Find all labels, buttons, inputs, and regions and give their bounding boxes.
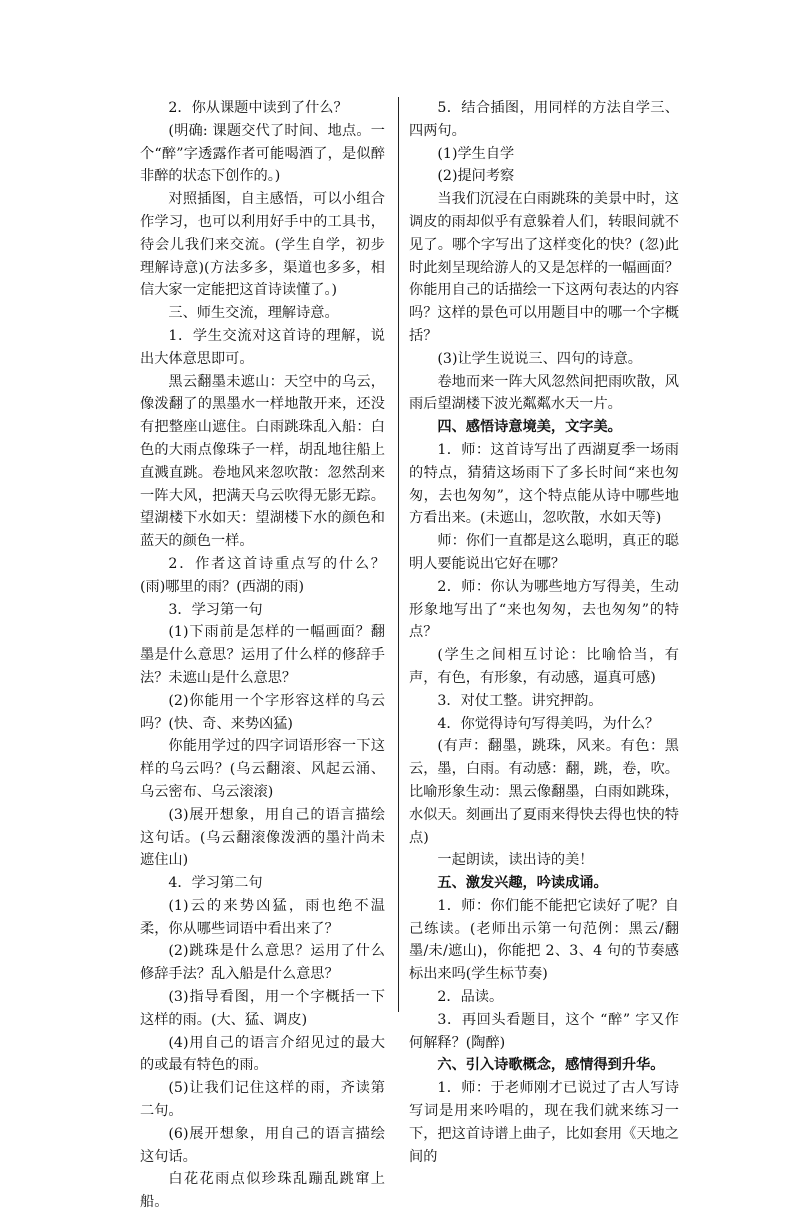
paragraph: 4．你觉得诗句写得美吗，为什么？	[437, 715, 660, 732]
paragraph: (1)下雨前是怎样的一幅画面？翻墨是什么意思？运用了什么样的修辞手法？未遮山是什么意思？	[140, 624, 385, 686]
paragraph: 黑云翻墨未遮山：天空中的乌云，像泼翻了的黑墨水一样地散开来，还没有把整座山遮住。白雨跳珠乱入船：白色的大雨点像珠子一样，胡乱地往船上直溅直跳。卷地风来忽吹散：忽然刮来一阵大风，把满天乌云吹得无影无踪。望湖楼下水如天：望湖楼下水的颜色和蓝天的颜色一样。	[140, 373, 385, 550]
paragraph: (3)让学生说说三、四句的诗意。	[437, 350, 642, 367]
paragraph: 3．学习第一句	[168, 601, 263, 618]
paragraph: 五、激发兴趣，吟读成诵。	[437, 875, 608, 892]
paragraph: 1．师：这首诗写出了西湖夏季一场雨的特点，猜猜这场雨下了多长时间“来也匆匆，去也匆匆”，这个特点能从诗中哪些地方看出来。(未遮山，忽吹散，水如天等)	[409, 441, 679, 527]
paragraph: (4)用自己的语言介绍见过的最大的或最有特色的雨。	[140, 1034, 385, 1074]
paragraph: (1)云的来势凶猛，雨也绝不温柔，你从哪些词语中看出来了？	[140, 897, 385, 937]
left-column	[140, 97, 385, 1214]
paragraph: (5)让我们记住这样的雨，齐读第二句。	[140, 1080, 385, 1120]
paragraph: (2)跳珠是什么意思？运用了什么修辞手法？乱入船是什么意思？	[140, 943, 385, 983]
paragraph: (明确: 课题交代了时间、地点。一个“醉”字透露作者可能喝酒了，是似醉非醉的状态下创作的。)	[140, 122, 385, 185]
paragraph: (3)指导看图，用一个字概括一下这样的雨。(大、猛、调皮)	[140, 989, 385, 1028]
paragraph: 师：你们一直都是这么聪明，真正的聪明人要能说出它好在哪？	[409, 533, 679, 572]
paragraph: (6)展开想象，用自己的语言描绘这句话。	[140, 1125, 385, 1165]
paragraph: 对照插图，自主感悟，可以小组合作学习，也可以利用好手中的工具书，待会儿我们来交流。(学生自学，初步理解诗意)(方法多多，渠道也多多，相信大家一定能把这首诗读懂了。)	[140, 191, 385, 299]
paragraph: 卷地而来一阵大风忽然间把雨吹散，风雨后望湖楼下波光粼粼水天一片。	[409, 373, 679, 413]
paragraph: 你能用学过的四字词语形容一下这样的乌云吗？(乌云翻滚、风起云涌、乌云密布、乌云滚滚)	[140, 738, 385, 800]
paragraph: 1．师：于老师刚才已说过了古人写诗写词是用来吟唱的，现在我们就来练习一下，把这首诗谱上曲子，比如套用《天地之间的	[409, 1080, 679, 1165]
paragraph: 5．结合插图，用同样的方法自学三、四两句。	[409, 100, 679, 139]
paragraph: 1．师：你们能不能把它读好了呢？自己练读。(老师出示第一句范例：黑云/翻墨/未/遮山)，你能把 2、3、4 句的节奏感标出来吗(学生标节奏)	[409, 897, 679, 983]
paragraph: 当我们沉浸在白雨跳珠的美景中时，这调皮的雨却似乎有意躲着人们，转眼间就不见了。哪个字写出了这样变化的快？(忽)此时此刻呈现给游人的又是怎样的一幅画面？你能用自己的话描绘一下这两句表达的内容吗？这样的景色可以用题目中的哪一个字概括？	[409, 191, 679, 344]
paragraph: (学生之间相互讨论：比喻恰当，有声，有色，有形象，有动感，逼真可感)	[409, 647, 679, 686]
paragraph: (有声：翻墨，跳珠，风来。有色：黑云，墨，白雨。有动感：翻，跳，卷，吹。比喻形象生动：黑云像翻墨，白雨如跳珠，水似天。刻画出了夏雨来得快去得也快的特点)	[409, 738, 679, 846]
paragraph: 2．你从课题中读到了什么？	[168, 100, 348, 116]
paragraph: 3．再回头看题目，这个 “醉” 字又作何解释？(陶醉)	[409, 1011, 679, 1051]
paragraph: (2)提问考察	[437, 168, 515, 185]
paragraph: 4．学习第二句	[168, 875, 263, 892]
paragraph: 3．对仗工整。讲究押韵。	[437, 692, 603, 709]
paragraph: (2)你能用一个字形容这样的乌云吗？(快、奇、来势凶猛)	[140, 692, 385, 732]
right-column	[409, 97, 679, 1168]
column-divider	[398, 97, 399, 1012]
paragraph: 2．作者这首诗重点写的什么？(雨)哪里的雨？(西湖的雨)	[140, 555, 385, 595]
paragraph: 2．师：你认为哪些地方写得美，生动形象地写出了“来也匆匆，去也匆匆”的特点？	[409, 578, 679, 641]
paragraph: 三、师生交流，理解诗意。	[168, 305, 339, 322]
paragraph: 白花花雨点似珍珠乱蹦乱跳窜上船。	[140, 1171, 385, 1211]
paragraph: 四、感悟诗意境美，文字美。	[437, 419, 622, 436]
paragraph: (3)展开想象，用自己的语言描绘这句话。(乌云翻滚像泼洒的墨汁尚未遮住山)	[140, 806, 385, 869]
paragraph: 六、引入诗歌概念，感情得到升华。	[437, 1057, 665, 1074]
paragraph: 1．学生交流对这首诗的理解，说出大体意思即可。	[140, 327, 385, 367]
paragraph: (1)学生自学	[437, 145, 515, 162]
paragraph: 一起朗读，读出诗的美！	[437, 852, 594, 869]
paragraph: 2．品读。	[437, 989, 504, 1006]
